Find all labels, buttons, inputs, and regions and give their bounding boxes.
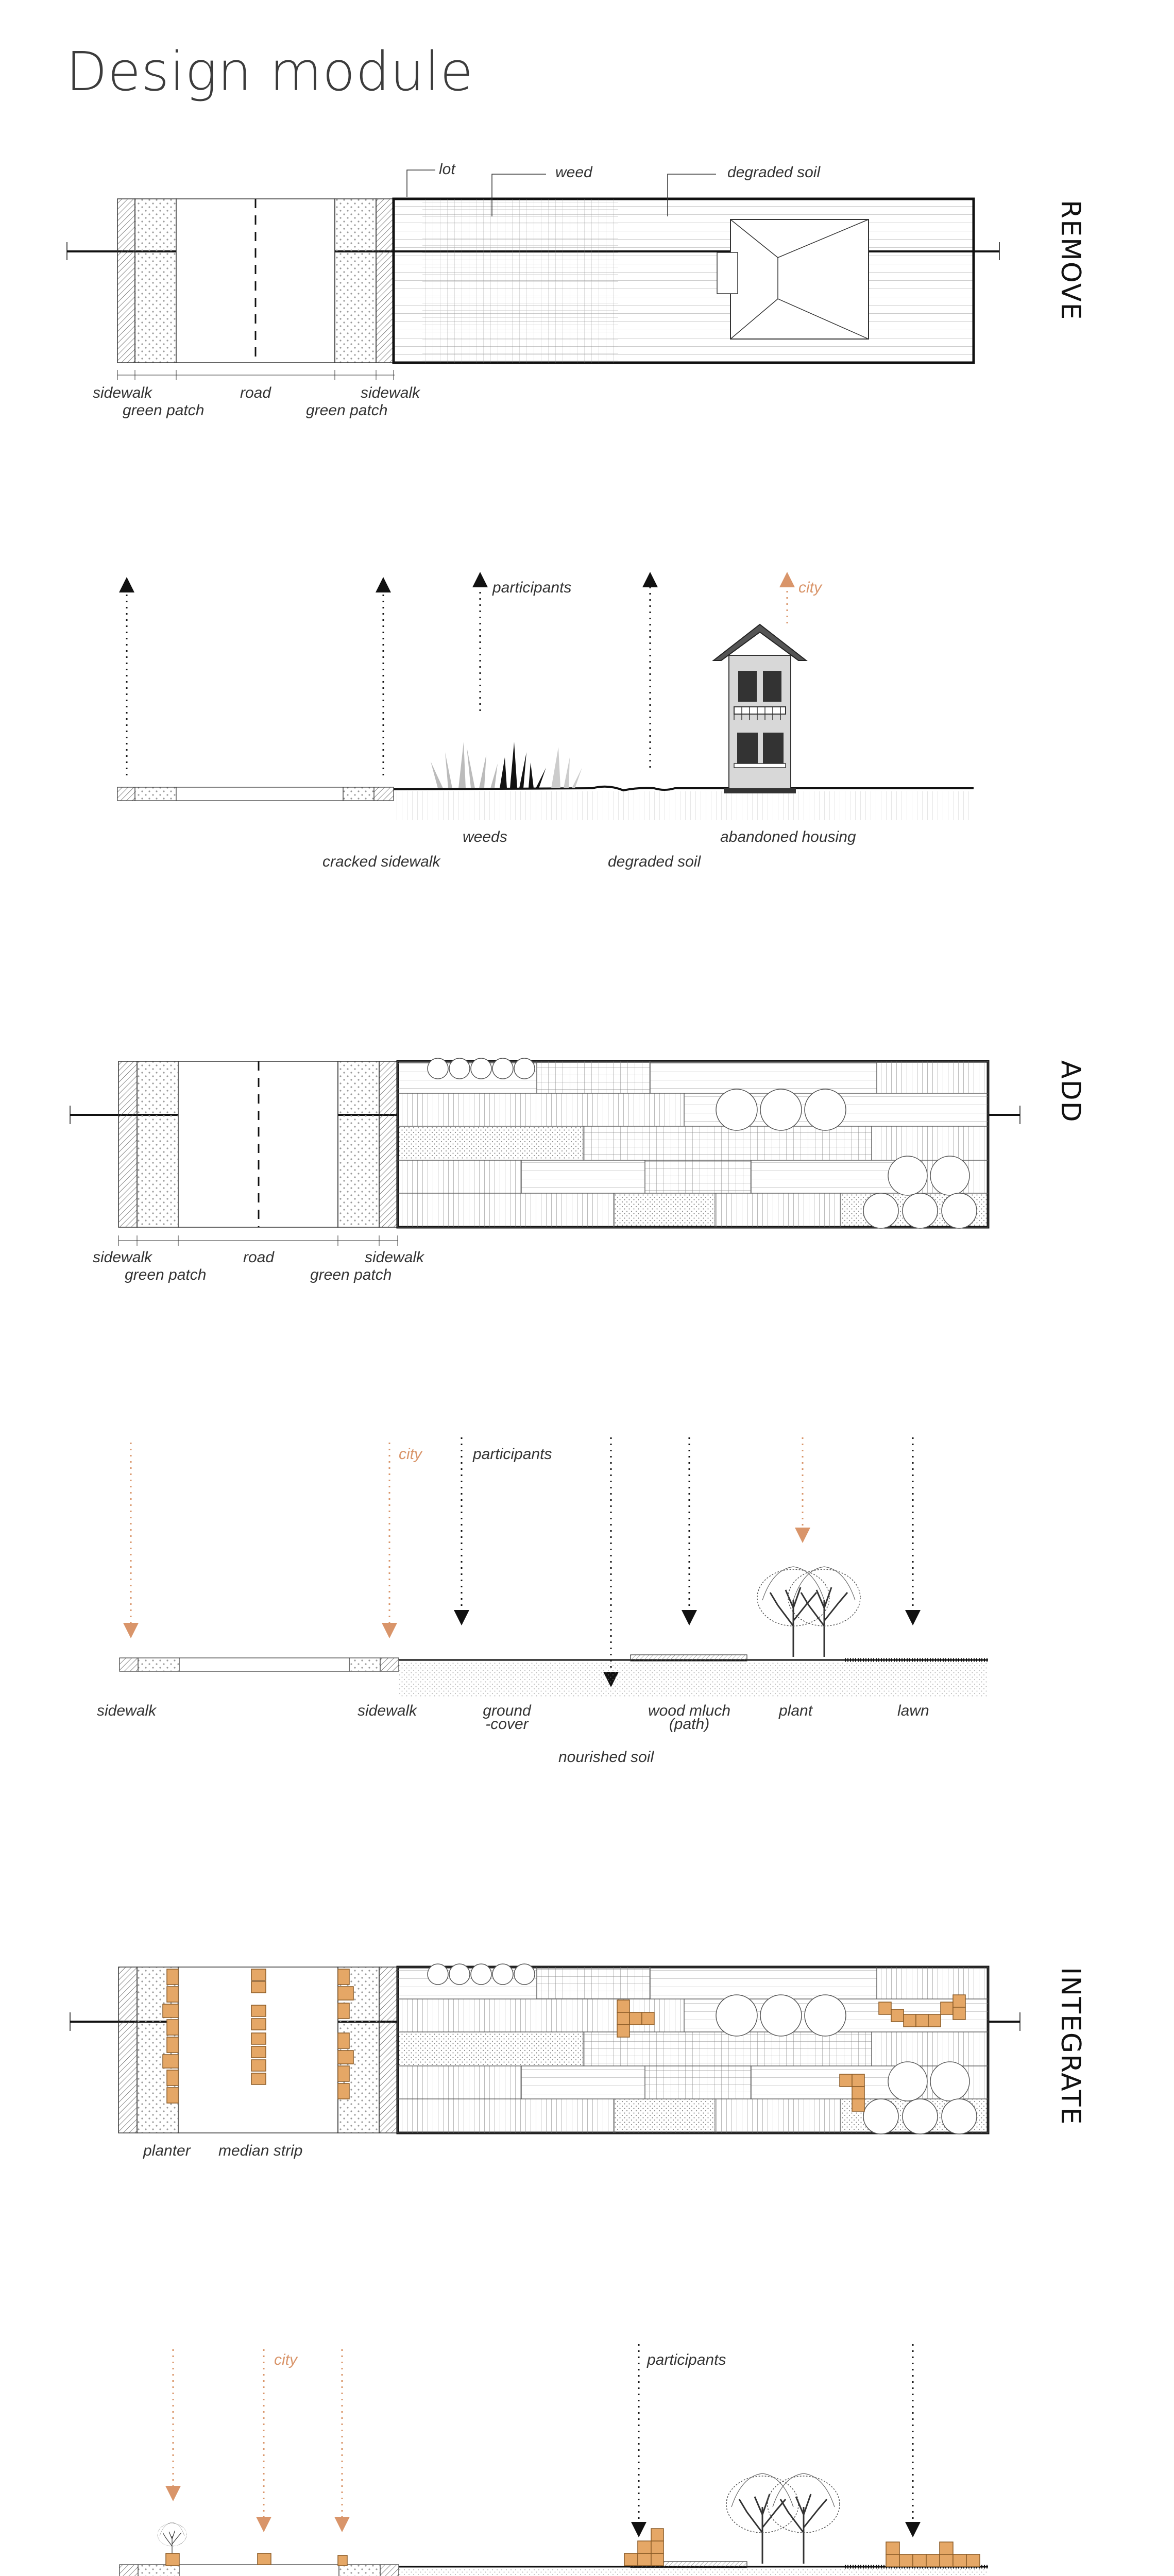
- section-integrate: [120, 2344, 988, 2576]
- section-remove: [117, 580, 974, 820]
- label-weeds: weeds: [463, 828, 507, 845]
- label-green-patch-left: green patch: [123, 402, 205, 419]
- label-sidewalk-left: sidewalk: [93, 1249, 152, 1266]
- label-participants: participants: [492, 579, 572, 596]
- label-sidewalk-right: sidewalk: [361, 384, 420, 401]
- section-add: [120, 1437, 988, 1697]
- label-green-patch-right: green patch: [306, 402, 388, 419]
- page-title: Design module: [66, 40, 474, 103]
- plan-add: [70, 1058, 1020, 1246]
- weed-illustration: [431, 742, 582, 788]
- label-wood-mulch: wood mluch: [648, 1702, 731, 1719]
- label-road: road: [243, 1249, 275, 1266]
- label-plant: plant: [779, 1702, 813, 1719]
- label-green-patch-right: green patch: [310, 1266, 392, 1283]
- heading-integrate: INTEGRATE: [1055, 1967, 1086, 2126]
- label-cracked-sidewalk: cracked sidewalk: [322, 853, 440, 870]
- heading-remove: REMOVE: [1055, 200, 1086, 321]
- label-green-patch-left: green patch: [125, 1266, 207, 1283]
- label-degraded-soil: degraded soil: [727, 164, 821, 181]
- tree-illustration: [768, 2473, 840, 2564]
- label-city: city: [798, 579, 822, 596]
- label-lot: lot: [439, 161, 455, 178]
- label-lawn: lawn: [897, 1702, 929, 1719]
- furniture-blocks: [166, 2529, 980, 2567]
- label-abandoned-housing: abandoned housing: [720, 828, 856, 845]
- tree-illustration: [757, 1567, 829, 1657]
- label-sidewalk-left: sidewalk: [93, 384, 152, 401]
- house-illustration: [713, 624, 806, 793]
- label-weed: weed: [555, 164, 592, 181]
- label-degraded-soil: degraded soil: [608, 853, 701, 870]
- label-participants: participants: [647, 2351, 726, 2368]
- label-nourished-soil: nourished soil: [558, 1749, 654, 1766]
- label-wood-mulch-2: (path): [669, 1716, 710, 1733]
- label-sidewalk-right: sidewalk: [365, 1249, 424, 1266]
- label-median-strip: median strip: [218, 2142, 303, 2159]
- heading-add: ADD: [1055, 1060, 1086, 1123]
- label-sidewalk-left: sidewalk: [97, 1702, 157, 1719]
- label-ground-cover: ground: [483, 1702, 531, 1719]
- label-city: city: [274, 2351, 297, 2368]
- label-planter: planter: [143, 2142, 191, 2159]
- label-participants: participants: [473, 1446, 552, 1463]
- plan-remove: [67, 170, 999, 380]
- label-city: city: [399, 1446, 422, 1463]
- plan-integrate: [70, 1964, 1020, 2134]
- tree-illustration: [788, 1567, 860, 1657]
- tree-illustration: [726, 2473, 798, 2564]
- label-ground-cover-2: -cover: [485, 1716, 529, 1733]
- label-road: road: [240, 384, 271, 401]
- label-sidewalk-right: sidewalk: [358, 1702, 417, 1719]
